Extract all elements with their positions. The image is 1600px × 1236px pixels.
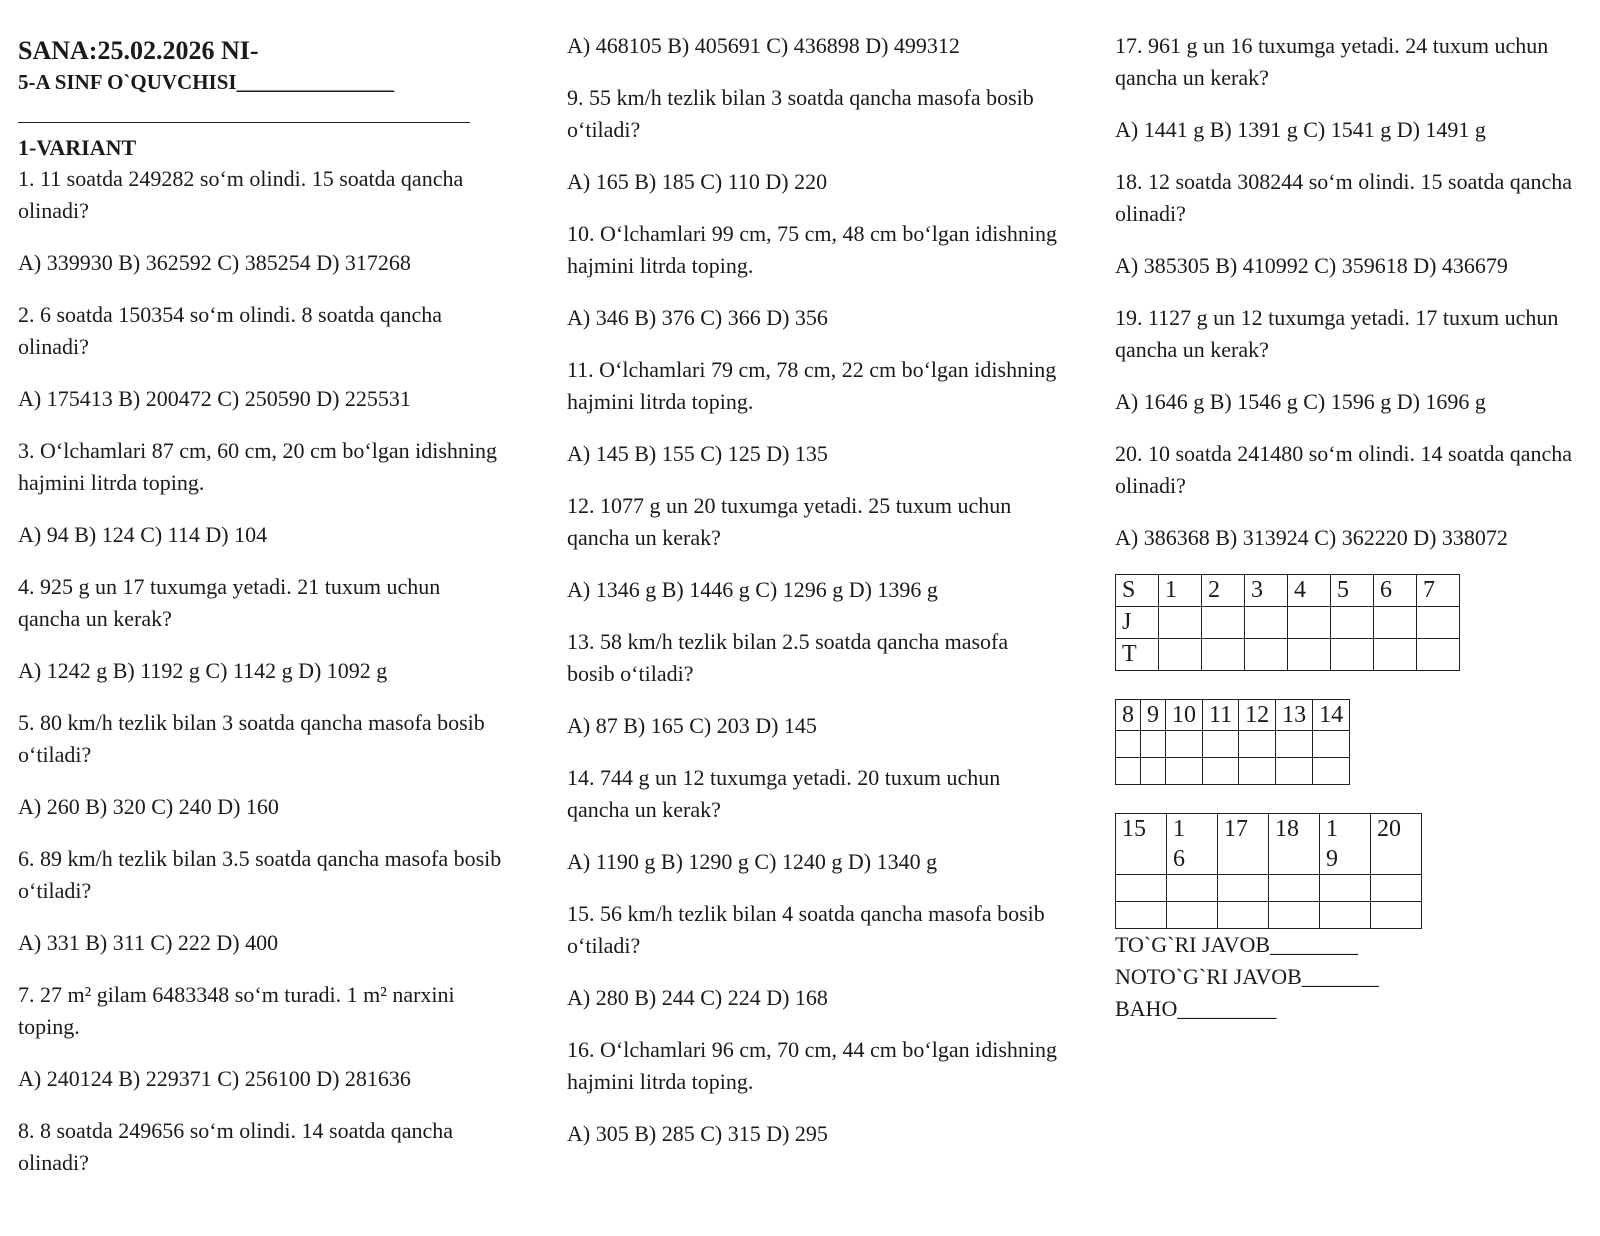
answer-grid-row: [1116, 875, 1422, 902]
answer-options: A) 240124 B) 229371 C) 256100 D) 281636: [18, 1066, 411, 1091]
name-blank-line: [18, 96, 470, 123]
question-text: 19. 1127 g un 12 tuxumga yetadi. 17 tuxum uchun qancha un kerak?: [1115, 305, 1559, 362]
question-text: 10. O‘lchamlari 99 cm, 75 cm, 48 cm bo‘lgan idishning hajmini litrda toping.: [567, 221, 1058, 278]
answer-cell: [1203, 758, 1239, 785]
question-text: 8. 8 soatda 249656 so‘m olindi. 14 soatda qancha olinadi?: [18, 1118, 454, 1175]
answer-options: A) 1190 g B) 1290 g C) 1240 g D) 1340 g: [567, 849, 938, 874]
question-list-1: [18, 163, 508, 1179]
question-item: [18, 299, 508, 415]
question-item: [1115, 302, 1585, 418]
answer-options: A) 385305 B) 410992 C) 359618 D) 436679: [1115, 253, 1508, 278]
answer-options: A) 94 B) 124 C) 114 D) 104: [18, 522, 268, 547]
wrong-answers-line: NOTO`G`RI JAVOB_______: [1115, 964, 1379, 989]
answer-cell: T: [1116, 639, 1159, 671]
answer-cell: [1288, 607, 1331, 639]
answer-options: A) 87 B) 165 C) 203 D) 145: [567, 713, 817, 738]
answer-grid-header-cell: 15: [1116, 814, 1167, 875]
question-item: [567, 626, 1057, 742]
question-item: [1115, 166, 1585, 282]
answer-options: A) 175413 B) 200472 C) 250590 D) 225531: [18, 386, 411, 411]
answer-options: A) 145 B) 155 C) 125 D) 135: [567, 441, 828, 466]
grade-line: BAHO_________: [1115, 996, 1277, 1021]
question-text: 2. 6 soatda 150354 so‘m olindi. 8 soatda qancha olinadi?: [18, 302, 443, 359]
question-item: [1115, 438, 1585, 554]
question-text: 20. 10 soatda 241480 so‘m olindi. 14 soatda qancha olinadi?: [1115, 441, 1573, 498]
question-item: [567, 762, 1057, 878]
answer-options: A) 165 B) 185 C) 110 D) 220: [567, 169, 828, 194]
question-item: [567, 490, 1057, 606]
answer-cell: [1374, 639, 1417, 671]
question-item: [18, 979, 508, 1095]
answer-grid-header-cell: 13: [1276, 700, 1313, 731]
answer-cell: [1288, 639, 1331, 671]
question-text: 7. 27 m² gilam 6483348 so‘m turadi. 1 m² narxini toping.: [18, 982, 455, 1039]
answer-grid-header-cell: 5: [1331, 575, 1374, 607]
answer-cell: [1116, 902, 1167, 929]
answer-cell: [1166, 758, 1203, 785]
answer-options: A) 260 B) 320 C) 240 D) 160: [18, 794, 279, 819]
answer-grid-2: [1115, 699, 1350, 785]
answer-cell: [1417, 639, 1460, 671]
answer-cell: J: [1116, 607, 1159, 639]
question-item: [18, 571, 508, 687]
question-text: 18. 12 soatda 308244 so‘m olindi. 15 soatda qancha olinadi?: [1115, 169, 1573, 226]
question-text: 3. O‘lchamlari 87 cm, 60 cm, 20 cm bo‘lgan idishning hajmini litrda toping.: [18, 438, 498, 495]
question-item: [18, 163, 508, 279]
answer-grid-1: [1115, 574, 1460, 671]
answer-cell: [1313, 731, 1350, 758]
answer-grid-header-cell: 8: [1116, 700, 1141, 731]
question-item: [567, 898, 1057, 1014]
answer-grid-header-cell: 12: [1239, 700, 1276, 731]
question-text: 12. 1077 g un 20 tuxumga yetadi. 25 tuxum uchun qancha un kerak?: [567, 493, 1012, 550]
answer-grid-header-cell: 20: [1371, 814, 1422, 875]
answer-grid-3: [1115, 813, 1422, 929]
answer-grid-header-cell: 1: [1159, 575, 1202, 607]
column-1: [18, 30, 508, 1199]
answer-options: A) 1441 g B) 1391 g C) 1541 g D) 1491 g: [1115, 117, 1486, 142]
answer-cell: [1417, 607, 1460, 639]
answer-grid-row: [1116, 902, 1422, 929]
answer-cell: [1159, 639, 1202, 671]
answer-grid-header: [1116, 700, 1350, 731]
question-text: 5. 80 km/h tezlik bilan 3 soatda qancha masofa bosib o‘tiladi?: [18, 710, 485, 767]
question-item: [567, 218, 1057, 334]
question-item: [18, 435, 508, 551]
answer-cell: [1141, 731, 1166, 758]
answer-options: A) 346 B) 376 C) 366 D) 356: [567, 305, 828, 330]
answer-cell: [1320, 875, 1371, 902]
answer-cell: [1218, 902, 1269, 929]
answer-options: A) 280 B) 244 C) 224 D) 168: [567, 985, 828, 1010]
answer-options: A) 468105 B) 405691 C) 436898 D) 499312: [567, 33, 960, 58]
answer-cell: [1116, 875, 1167, 902]
answer-grid-header-cell: 1 9: [1320, 814, 1371, 875]
answer-cell: [1245, 639, 1288, 671]
question-text: 11. O‘lchamlari 79 cm, 78 cm, 22 cm bo‘lgan idishning hajmini litrda toping.: [567, 357, 1057, 414]
answer-cell: [1331, 607, 1374, 639]
answer-options: A) 1242 g B) 1192 g C) 1142 g D) 1092 g: [18, 658, 388, 683]
answer-grid-header-cell: 11: [1203, 700, 1239, 731]
answer-cell: [1269, 902, 1320, 929]
answer-cell: [1116, 731, 1141, 758]
column-3: [1115, 30, 1585, 1025]
answer-grid-header-cell: 7: [1417, 575, 1460, 607]
question-text: 17. 961 g un 16 tuxumga yetadi. 24 tuxum uchun qancha un kerak?: [1115, 33, 1549, 90]
answer-grid-header: [1116, 575, 1460, 607]
answer-grid-header-cell: 3: [1245, 575, 1288, 607]
answer-grid-header-cell: 1 6: [1167, 814, 1218, 875]
question-text: 15. 56 km/h tezlik bilan 4 soatda qancha masofa bosib o‘tiladi?: [567, 901, 1045, 958]
answer-grid-row: [1116, 639, 1460, 671]
answer-grid-header-cell: 18: [1269, 814, 1320, 875]
answer-grid-header-cell: 10: [1166, 700, 1203, 731]
answer-cell: [1374, 607, 1417, 639]
question-text: 9. 55 km/h tezlik bilan 3 soatda qancha masofa bosib o‘tiladi?: [567, 85, 1034, 142]
question-text: 13. 58 km/h tezlik bilan 2.5 soatda qancha masofa bosib o‘tiladi?: [567, 629, 1009, 686]
answer-grid-header: [1116, 814, 1422, 875]
answer-grid-header-cell: 14: [1313, 700, 1350, 731]
answer-options: A) 386368 B) 313924 C) 362220 D) 338072: [1115, 525, 1508, 550]
question-item: [18, 1115, 508, 1179]
correct-answers-line: TO`G`RI JAVOB________: [1115, 932, 1359, 957]
answer-options: A) 331 B) 311 C) 222 D) 400: [18, 930, 279, 955]
answer-cell: [1218, 875, 1269, 902]
answer-cell: [1239, 758, 1276, 785]
date-line: SANA:25.02.2026 NI-: [18, 36, 259, 65]
answer-grid-row: [1116, 607, 1460, 639]
question-text: 14. 744 g un 12 tuxumga yetadi. 20 tuxum uchun qancha un kerak?: [567, 765, 1001, 822]
answer-cell: [1269, 875, 1320, 902]
question-item: [567, 1034, 1057, 1150]
answer-grid-row: [1116, 758, 1350, 785]
question-item: [567, 82, 1057, 198]
answer-cell: [1167, 875, 1218, 902]
variant-label: 1-VARIANT: [18, 135, 137, 160]
answer-cell: [1159, 607, 1202, 639]
question-list-2: [567, 30, 1057, 1150]
question-text: 4. 925 g un 17 tuxumga yetadi. 21 tuxum uchun qancha un kerak?: [18, 574, 441, 631]
answer-cell: [1371, 875, 1422, 902]
answer-options: A) 1646 g B) 1546 g C) 1596 g D) 1696 g: [1115, 389, 1486, 414]
question-text: 1. 11 soatda 249282 so‘m olindi. 15 soatda qancha olinadi?: [18, 166, 464, 223]
answer-cell: [1141, 758, 1166, 785]
answer-cell: [1166, 731, 1203, 758]
answer-cell: [1203, 731, 1239, 758]
answer-cell: [1371, 902, 1422, 929]
answer-cell: [1331, 639, 1374, 671]
student-line: 5-A SINF O`QUVCHISI_______________: [18, 70, 395, 94]
answer-grid-header-cell: S: [1116, 575, 1159, 607]
answer-cell: [1202, 639, 1245, 671]
question-list-3: [1115, 30, 1585, 554]
answer-options: A) 1346 g B) 1446 g C) 1296 g D) 1396 g: [567, 577, 938, 602]
answer-cell: [1320, 902, 1371, 929]
answer-grid-header-cell: 6: [1374, 575, 1417, 607]
answer-options: A) 305 B) 285 C) 315 D) 295: [567, 1121, 828, 1146]
answer-cell: [1239, 731, 1276, 758]
answer-cell: [1276, 758, 1313, 785]
question-item: [567, 354, 1057, 470]
answer-cell: [1245, 607, 1288, 639]
question-item: [18, 843, 508, 959]
answer-cell: [1116, 758, 1141, 785]
answer-cell: [1167, 902, 1218, 929]
answer-cell: [1313, 758, 1350, 785]
answer-options: A) 339930 B) 362592 C) 385254 D) 317268: [18, 250, 411, 275]
answer-grid-header-cell: 4: [1288, 575, 1331, 607]
answer-cell: [1276, 731, 1313, 758]
answer-grid-header-cell: 9: [1141, 700, 1166, 731]
question-text: 6. 89 km/h tezlik bilan 3.5 soatda qancha masofa bosib o‘tiladi?: [18, 846, 502, 903]
column-2: [567, 30, 1057, 1170]
answer-grid-header-cell: 2: [1202, 575, 1245, 607]
answer-grid-row: [1116, 731, 1350, 758]
question-text: 16. O‘lchamlari 96 cm, 70 cm, 44 cm bo‘lgan idishning hajmini litrda toping.: [567, 1037, 1058, 1094]
question-item: [1115, 30, 1585, 146]
answer-cell: [1202, 607, 1245, 639]
answer-grid-header-cell: 17: [1218, 814, 1269, 875]
question-item: [18, 707, 508, 823]
